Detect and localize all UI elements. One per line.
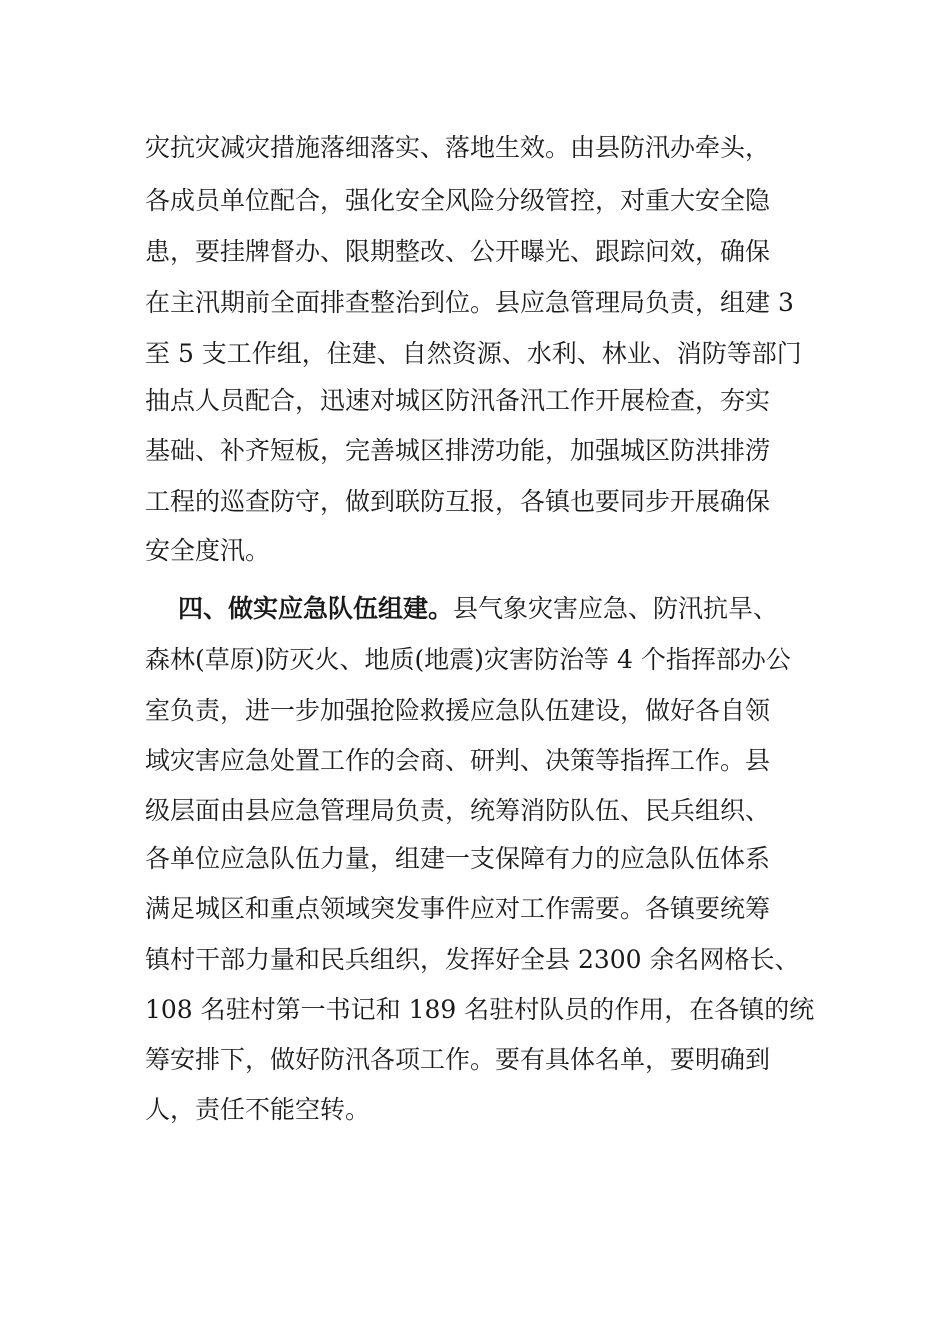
paragraph-1-line: 工程的巡查防守，做到联防互报，各镇也要同步开展确保	[145, 487, 771, 516]
paragraph-2-line: 各单位应急队伍力量，组建一支保障有力的应急队伍体系	[145, 844, 771, 873]
paragraph-2-line: 人，责任不能空转。	[145, 1095, 371, 1124]
paragraph-2-line: 镇村干部力量和民兵组织，发挥好全县 2300 余名网格长、	[145, 945, 800, 974]
paragraph-1-line: 各成员单位配合，强化安全风险分级管控，对重大安全隐	[145, 186, 771, 215]
paragraph-1-line: 至 5 支工作组，住建、自然资源、水利、林业、消防等部门	[145, 339, 802, 368]
paragraph-2-line: 满足城区和重点领域突发事件应对工作需要。各镇要统筹	[145, 894, 771, 923]
paragraph-1-line: 安全度汛。	[145, 536, 271, 565]
paragraph-2-line: 级层面由县应急管理局负责，统筹消防队伍、民兵组织、	[145, 796, 771, 825]
paragraph-1-line: 患，要挂牌督办、限期整改、公开曝光、跟踪问效，确保	[145, 237, 771, 266]
paragraph-2-line: 108 名驻村第一书记和 189 名驻村队员的作用，在各镇的统	[145, 995, 815, 1024]
section-heading: 四、做实应急队伍组建。	[178, 594, 454, 623]
paragraph-2-first-line	[178, 594, 778, 624]
paragraph-2-line: 森林(草原)防灭火、地质(地震)灾害防治等 4 个指挥部办公	[145, 645, 791, 674]
paragraph-2-line: 筹安排下，做好防汛各项工作。要有具体名单，要明确到	[145, 1045, 771, 1074]
paragraph-1-line: 在主汛期前全面排查整治到位。县应急管理局负责，组建 3	[145, 288, 794, 317]
paragraph-1-line: 基础、补齐短板，完善城区排涝功能，加强城区防洪排涝	[145, 436, 771, 465]
paragraph-1-line: 抽点人员配合，迅速对城区防汛备汛工作开展检查，夯实	[145, 386, 771, 415]
paragraph-2-line: 域灾害应急处置工作的会商、研判、决策等指挥工作。县	[145, 746, 771, 775]
paragraph-1-line: 灾抗灾减灾措施落细落实、落地生效。由县防汛办牵头，	[145, 133, 771, 162]
paragraph-2-first-line-text: 县气象灾害应急、防汛抗旱、	[453, 594, 779, 623]
paragraph-2-line: 室负责，进一步加强抢险救援应急队伍建设，做好各自领	[145, 696, 771, 725]
